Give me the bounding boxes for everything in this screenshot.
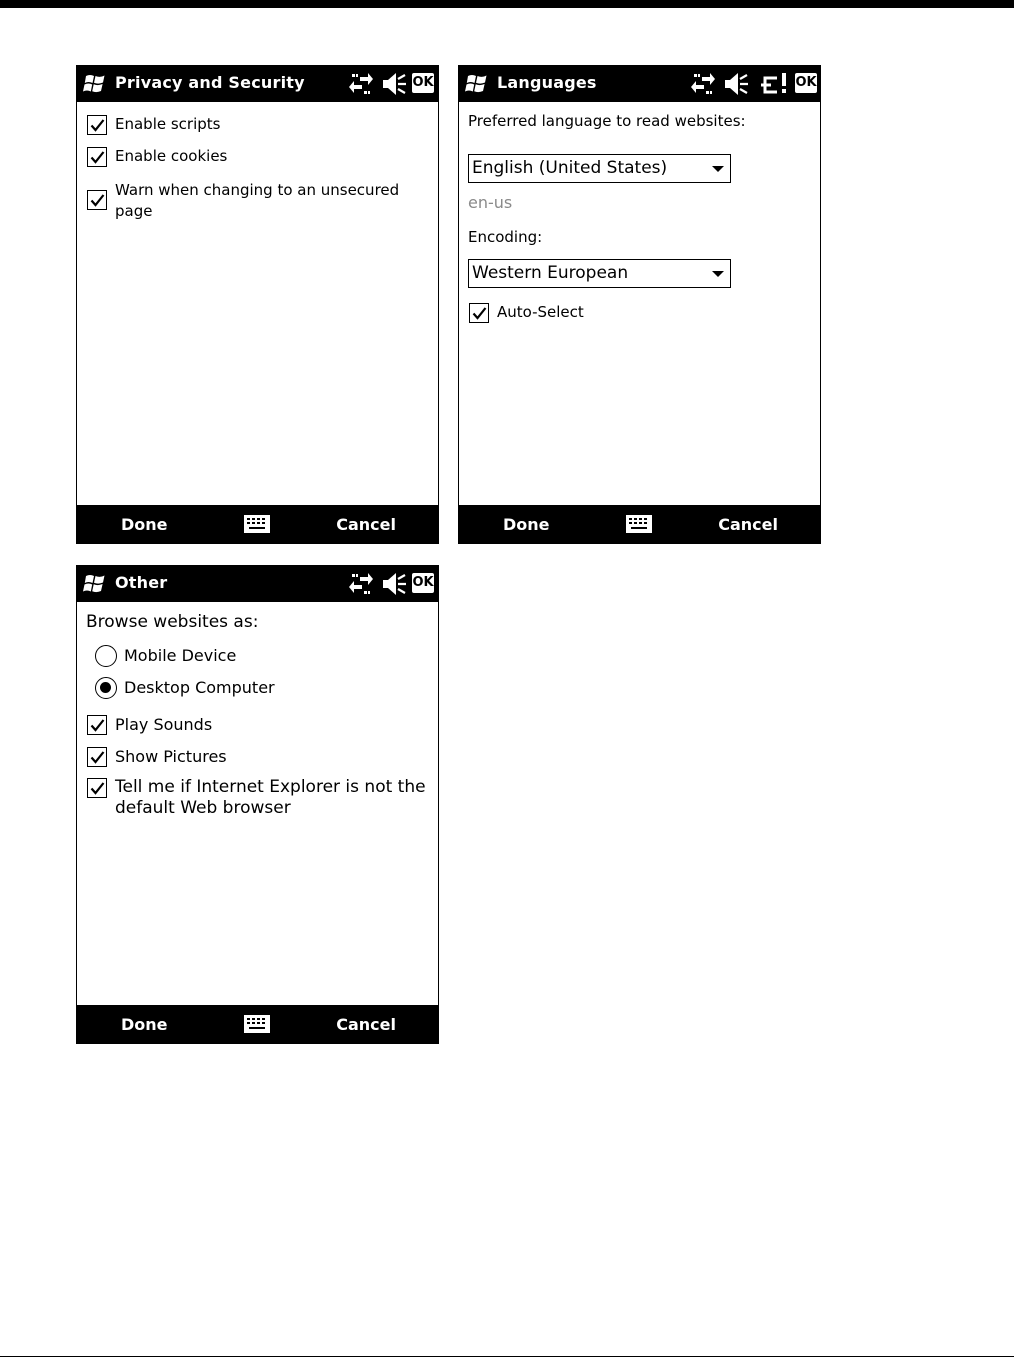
dropdown-arrow-icon [712, 166, 724, 172]
cancel-softkey[interactable]: Cancel [718, 515, 778, 534]
checkmark-icon [89, 780, 106, 797]
browse-as-label: Browse websites as: [86, 612, 259, 632]
title-bar [77, 66, 438, 102]
mobile-device-label: Mobile Device [124, 646, 237, 665]
softkey-bar [459, 505, 820, 543]
softkey-bar [77, 505, 438, 543]
title-bar [459, 66, 820, 102]
checkmark-icon [89, 717, 106, 734]
connectivity-arrows-icon[interactable] [691, 71, 715, 97]
page-top-rule [0, 0, 1014, 8]
default-browser-checkbox[interactable] [87, 778, 107, 798]
other-screen [76, 565, 439, 1044]
checkmark-icon [89, 192, 106, 209]
cancel-softkey[interactable]: Cancel [336, 515, 396, 534]
play-sounds-checkbox[interactable] [87, 715, 107, 735]
languages-screen [458, 65, 821, 544]
windows-start-icon[interactable] [83, 572, 107, 594]
speaker-muted-icon[interactable] [381, 571, 407, 597]
radio-selected-dot [100, 682, 111, 693]
speaker-muted-icon[interactable] [381, 71, 407, 97]
preferred-language-label: Preferred language to read websites: [468, 112, 746, 130]
done-softkey[interactable]: Done [121, 1015, 168, 1034]
checkmark-icon [471, 305, 488, 322]
softkey-bar [77, 1005, 438, 1043]
dropdown-arrow-icon [712, 271, 724, 277]
checkmark-icon [89, 117, 106, 134]
preferred-language-dropdown[interactable] [468, 154, 731, 183]
encoding-dropdown[interactable] [468, 259, 731, 288]
enable-cookies-label: Enable cookies [115, 147, 228, 165]
privacy-security-screen [76, 65, 439, 544]
checkmark-icon [89, 149, 106, 166]
default-browser-label-line2: default Web browser [115, 798, 291, 818]
auto-select-checkbox[interactable] [469, 303, 489, 323]
page-bottom-rule [0, 1356, 1014, 1357]
ok-button[interactable]: OK [412, 73, 434, 93]
encoding-label: Encoding: [468, 228, 543, 246]
encoding-value: Western European [472, 263, 629, 283]
warn-unsecured-checkbox[interactable] [87, 190, 107, 210]
default-browser-label-line1: Tell me if Internet Explorer is not the [115, 777, 426, 797]
play-sounds-label: Play Sounds [115, 715, 213, 734]
preferred-language-value: English (United States) [472, 158, 668, 178]
ok-button[interactable]: OK [795, 73, 817, 93]
windows-start-icon[interactable] [465, 72, 489, 94]
done-softkey[interactable]: Done [121, 515, 168, 534]
title-bar [77, 566, 438, 602]
keyboard-icon[interactable] [244, 1015, 270, 1033]
ok-button[interactable]: OK [412, 573, 434, 593]
connectivity-arrows-icon[interactable] [349, 571, 373, 597]
locale-code: en-us [468, 193, 513, 212]
page-title: Languages [497, 73, 597, 92]
desktop-computer-label: Desktop Computer [124, 678, 275, 697]
cancel-softkey[interactable]: Cancel [336, 1015, 396, 1034]
warn-unsecured-label-line1: Warn when changing to an unsecured [115, 181, 400, 199]
enable-scripts-checkbox[interactable] [87, 115, 107, 135]
keyboard-icon[interactable] [626, 515, 652, 533]
notification-alert-icon[interactable] [761, 71, 789, 97]
checkmark-icon [89, 749, 106, 766]
show-pictures-checkbox[interactable] [87, 747, 107, 767]
enable-scripts-label: Enable scripts [115, 115, 221, 133]
windows-start-icon[interactable] [83, 72, 107, 94]
speaker-muted-icon[interactable] [723, 71, 749, 97]
keyboard-icon[interactable] [244, 515, 270, 533]
page-title: Privacy and Security [115, 73, 305, 92]
desktop-computer-radio[interactable] [95, 677, 117, 699]
done-softkey[interactable]: Done [503, 515, 550, 534]
warn-unsecured-label-line2: page [115, 202, 153, 220]
show-pictures-label: Show Pictures [115, 747, 227, 766]
mobile-device-radio[interactable] [95, 645, 117, 667]
connectivity-arrows-icon[interactable] [349, 71, 373, 97]
enable-cookies-checkbox[interactable] [87, 147, 107, 167]
auto-select-label: Auto-Select [497, 303, 584, 321]
page-title: Other [115, 573, 168, 592]
